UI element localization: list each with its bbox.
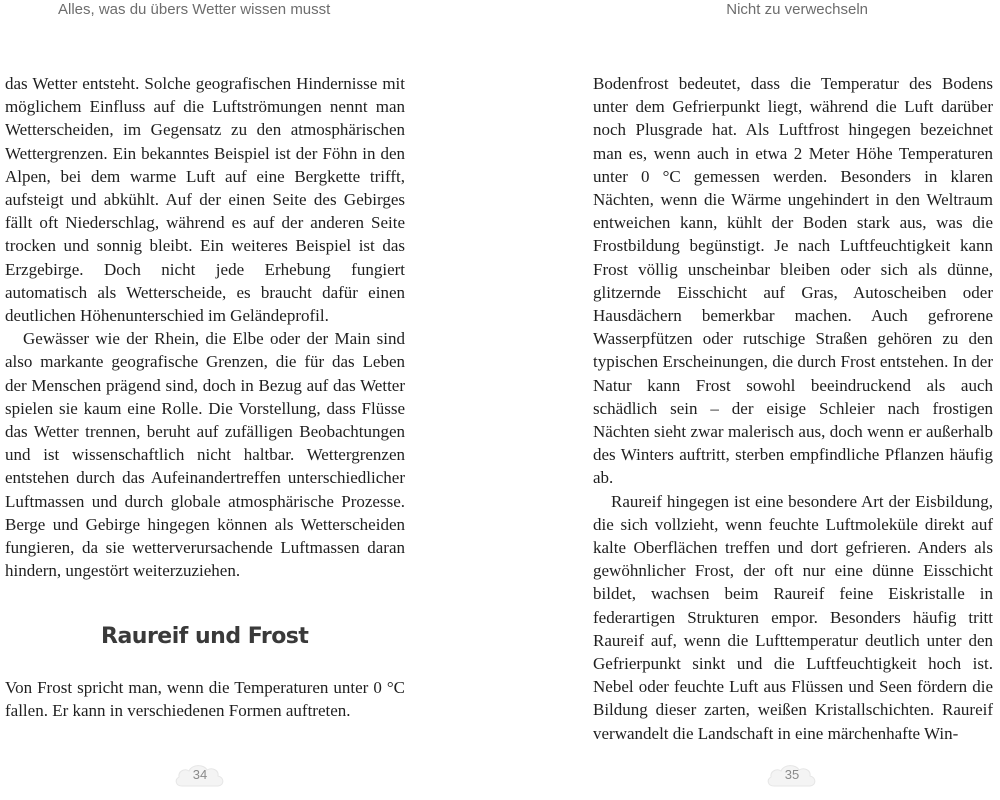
body-text-right bbox=[593, 72, 993, 745]
body-text-after-heading bbox=[5, 676, 405, 722]
paragraph: Gewässer wie der Rhein, die Elbe oder der Main sind also markante geografische Grenzen, die für das Leben der Menschen prägend sind, doch in Bezug auf das Wetter spielen sie kaum eine Rolle. Die Vorstellung, dass Flüsse das Wetter trennen, beruht auf zufälligen Beobachtungen und ist wissenschaftlich nicht haltbar. Wettergrenzen entstehen durch das Aufeinandertreffen unterschiedlicher Luftmassen und durch globale atmosphärische Prozesse. Berge und Gebirge hingegen können als Wetterscheiden fungieren, da sie wetterverursachende Luftmassen daran hindern, ungestört weiterzuziehen. bbox=[5, 329, 405, 581]
body-text-left bbox=[5, 72, 405, 582]
page-number-right bbox=[764, 762, 820, 790]
running-head-left: Alles, was du übers Wetter wissen musst bbox=[58, 1, 331, 18]
paragraph: das Wetter entsteht. Solche geografischen Hindernisse mit möglichem Einfluss auf die Luftströmungen nennt man Wetterscheiden, im Gegensatz zu den atmosphärischen Wettergrenzen. Ein bekanntes Beispiel ist der Föhn in den Alpen, bei dem warme Luft auf eine Bergkette trifft, aufsteigt und abkühlt. Auf der einen Seite des Gebirges fällt oft Niederschlag, während es auf der anderen Seite trocken und sonnig bleibt. Ein weiteres Beispiel ist das Erzgebirge. Doch nicht jede Erhebung fungiert automatisch als Wetterscheide, es braucht dafür einen deutlichen Höhenunterschied im Geländeprofil. bbox=[5, 74, 405, 326]
page-number: 34 bbox=[192, 767, 208, 782]
paragraph: Bodenfrost bedeutet, dass die Temperatur des Bodens unter dem Gefrierpunkt liegt, während die Luft darüber noch Plusgrade hat. Als Luftfrost hingegen bezeichnet man es, wenn auch in etwa 2 Meter Höhe Temperaturen unter 0 °C gemessen werden. Besonders in klaren Nächten, wenn die Wärme ungehindert in den Weltraum entweichen kann, kühlt der Boden stark aus, was die Frostbildung begünstigt. Je nach Luftfeuchtigkeit kann Frost völlig unscheinbar bleiben oder sich als dünne, glitzernde Eisschicht auf Gras, Autoscheiben oder Hausdächern bemerkbar machen. Auch gefrorene Wasserpfützen oder rutschige Straßen gehören zu den typischen Erscheinungen, die durch Frost entstehen. In der Natur kann Frost sowohl beeindruckend als auch schädlich sein – der eisige Schleier nach frostigen Nächten sieht zwar malerisch aus, doch wenn er außerhalb des Winters auftritt, sterben empfindliche Pflanzen häufig ab. bbox=[593, 74, 993, 488]
section-heading: Raureif und Frost bbox=[101, 624, 309, 649]
running-head-right: Nicht zu verwechseln bbox=[726, 1, 868, 18]
page-number: 35 bbox=[784, 767, 800, 782]
paragraph: Von Frost spricht man, wenn die Temperaturen unter 0 °C fallen. Er kann in verschiedenen Formen auftreten. bbox=[5, 678, 405, 721]
right-page bbox=[500, 0, 1000, 800]
paragraph: Raureif hingegen ist eine besondere Art der Eisbildung, die sich vollzieht, wenn feuchte Luftmoleküle direkt auf kalte Oberflächen treffen und dort gefrieren. Anders als gewöhnlicher Frost, der oft nur eine dünne Eisschicht bildet, wachsen beim Raureif feine Eiskristalle in federartigen Strukturen empor. Besonders häufig tritt Raureif auf, wenn die Lufttemperatur deutlich unter den Gefrierpunkt sinkt und die Luftfeuchtigkeit hoch ist. Nebel oder feuchte Luft aus Flüssen und Seen fördern die Bildung dieser zarten, weißen Kristallschichten. Raureif verwandelt die Landschaft in eine märchenhafte Win- bbox=[593, 491, 993, 743]
page-number-left bbox=[172, 762, 228, 790]
